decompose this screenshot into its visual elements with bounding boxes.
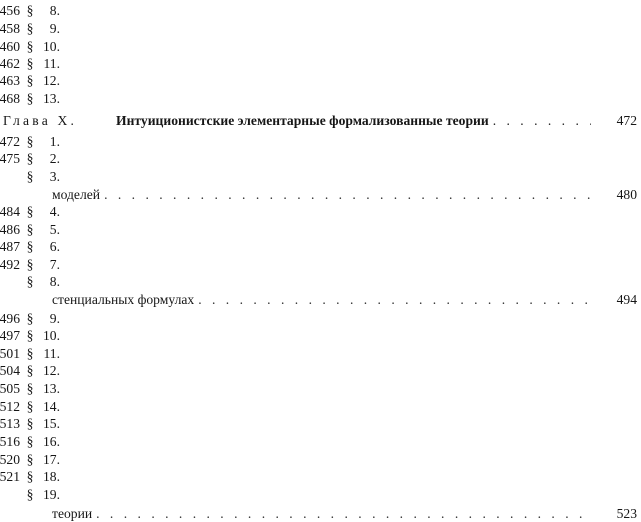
page-number: 472	[0, 134, 20, 149]
dot-leader	[96, 505, 591, 522]
dot-leader	[104, 186, 591, 203]
section-sign: §	[26, 257, 34, 272]
page-number: 463	[0, 73, 20, 88]
section-number: 8.	[49, 274, 60, 289]
page-number: 513	[0, 416, 20, 431]
chapter-title: Интуиционистские элементарные формализованные теории	[116, 113, 489, 128]
section-title-continuation: стенциальных формулах	[52, 292, 195, 307]
section-sign: §	[26, 151, 34, 166]
page-number: 494	[616, 292, 637, 307]
section-sign: §	[26, 39, 34, 54]
section-sign: §	[26, 56, 34, 71]
section-number: 14.	[43, 399, 60, 414]
toc-row	[0, 238, 60, 255]
chapter-label: Глава X.	[3, 113, 78, 128]
page-number: 504	[0, 363, 20, 378]
page-number: 520	[0, 452, 20, 467]
page-number: 523	[616, 506, 637, 521]
dot-leader	[493, 112, 591, 129]
page-number: 505	[0, 381, 20, 396]
toc-row	[0, 380, 60, 397]
section-sign: §	[26, 134, 34, 149]
section-sign: §	[26, 328, 34, 343]
section-sign: §	[26, 399, 34, 414]
page-number: 497	[0, 328, 20, 343]
section-title-continuation: моделей	[52, 187, 101, 202]
section-number: 2.	[49, 151, 60, 166]
toc-row	[0, 90, 60, 107]
page-number: 487	[0, 239, 20, 254]
toc-row	[0, 505, 641, 522]
section-sign: §	[26, 363, 34, 378]
section-number: 5.	[49, 222, 60, 237]
section-sign: §	[26, 452, 34, 467]
page-number: 460	[0, 39, 20, 54]
page-number: 484	[0, 204, 20, 219]
section-sign: §	[26, 204, 34, 219]
section-sign: §	[26, 3, 34, 18]
section-sign: §	[26, 222, 34, 237]
toc-row	[0, 38, 60, 55]
toc-row	[0, 221, 60, 238]
toc-row	[0, 327, 60, 344]
section-number: 12.	[43, 363, 60, 378]
section-number: 8.	[49, 3, 60, 18]
dot-leader	[198, 291, 591, 308]
section-number: 7.	[49, 257, 60, 272]
section-number: 16.	[43, 434, 60, 449]
section-sign: §	[26, 73, 34, 88]
section-sign: §	[26, 169, 34, 184]
page-number: 496	[0, 311, 20, 326]
section-number: 13.	[43, 381, 60, 396]
section-sign: §	[26, 469, 34, 484]
page-number: 492	[0, 257, 20, 272]
toc-row	[0, 55, 60, 72]
page-number: 456	[0, 3, 20, 18]
section-number: 10.	[43, 39, 60, 54]
page-number: 462	[0, 56, 20, 71]
section-number: 15.	[43, 416, 60, 431]
toc-row	[0, 72, 60, 89]
section-number: 4.	[49, 204, 60, 219]
section-title-continuation: теории	[52, 506, 93, 521]
page-number: 458	[0, 21, 20, 36]
toc-row	[0, 2, 60, 19]
toc-row	[0, 20, 60, 37]
toc-row	[0, 345, 60, 362]
section-number: 10.	[43, 328, 60, 343]
toc-row	[12, 168, 60, 185]
page-number: 521	[0, 469, 20, 484]
section-sign: §	[26, 434, 34, 449]
section-number: 11.	[43, 56, 60, 71]
toc-row	[0, 310, 60, 327]
page-number: 512	[0, 399, 20, 414]
section-number: 19.	[43, 487, 60, 502]
section-sign: §	[26, 311, 34, 326]
section-sign: §	[26, 21, 34, 36]
toc-row	[0, 415, 60, 432]
section-number: 3.	[49, 169, 60, 184]
section-number: 9.	[49, 21, 60, 36]
section-sign: §	[26, 346, 34, 361]
toc-row	[0, 468, 60, 485]
section-number: 13.	[43, 91, 60, 106]
toc-row	[12, 486, 60, 503]
toc-row	[0, 291, 641, 308]
section-sign: §	[26, 91, 34, 106]
section-number: 9.	[49, 311, 60, 326]
page-number: 480	[616, 187, 637, 202]
section-number: 1.	[49, 134, 60, 149]
toc-row	[0, 186, 641, 203]
toc-row	[0, 133, 60, 150]
page-number: 468	[0, 91, 20, 106]
section-number: 17.	[43, 452, 60, 467]
section-sign: §	[26, 381, 34, 396]
toc-chapter-row	[0, 112, 641, 129]
toc-row	[0, 203, 60, 220]
page-number: 475	[0, 151, 20, 166]
toc-row	[12, 273, 60, 290]
toc-row	[0, 433, 60, 450]
section-sign: §	[26, 274, 34, 289]
section-sign: §	[26, 416, 34, 431]
toc-row	[0, 256, 60, 273]
page-number: 516	[0, 434, 20, 449]
page-number: 472	[616, 113, 637, 128]
section-number: 18.	[43, 469, 60, 484]
page-number: 501	[0, 346, 20, 361]
section-number: 11.	[43, 346, 60, 361]
toc-row	[0, 362, 60, 379]
toc-row	[0, 150, 60, 167]
page-number: 486	[0, 222, 20, 237]
toc-row	[0, 451, 60, 468]
section-number: 12.	[43, 73, 60, 88]
section-sign: §	[26, 487, 34, 502]
section-sign: §	[26, 239, 34, 254]
toc-row	[0, 398, 60, 415]
section-number: 6.	[49, 239, 60, 254]
